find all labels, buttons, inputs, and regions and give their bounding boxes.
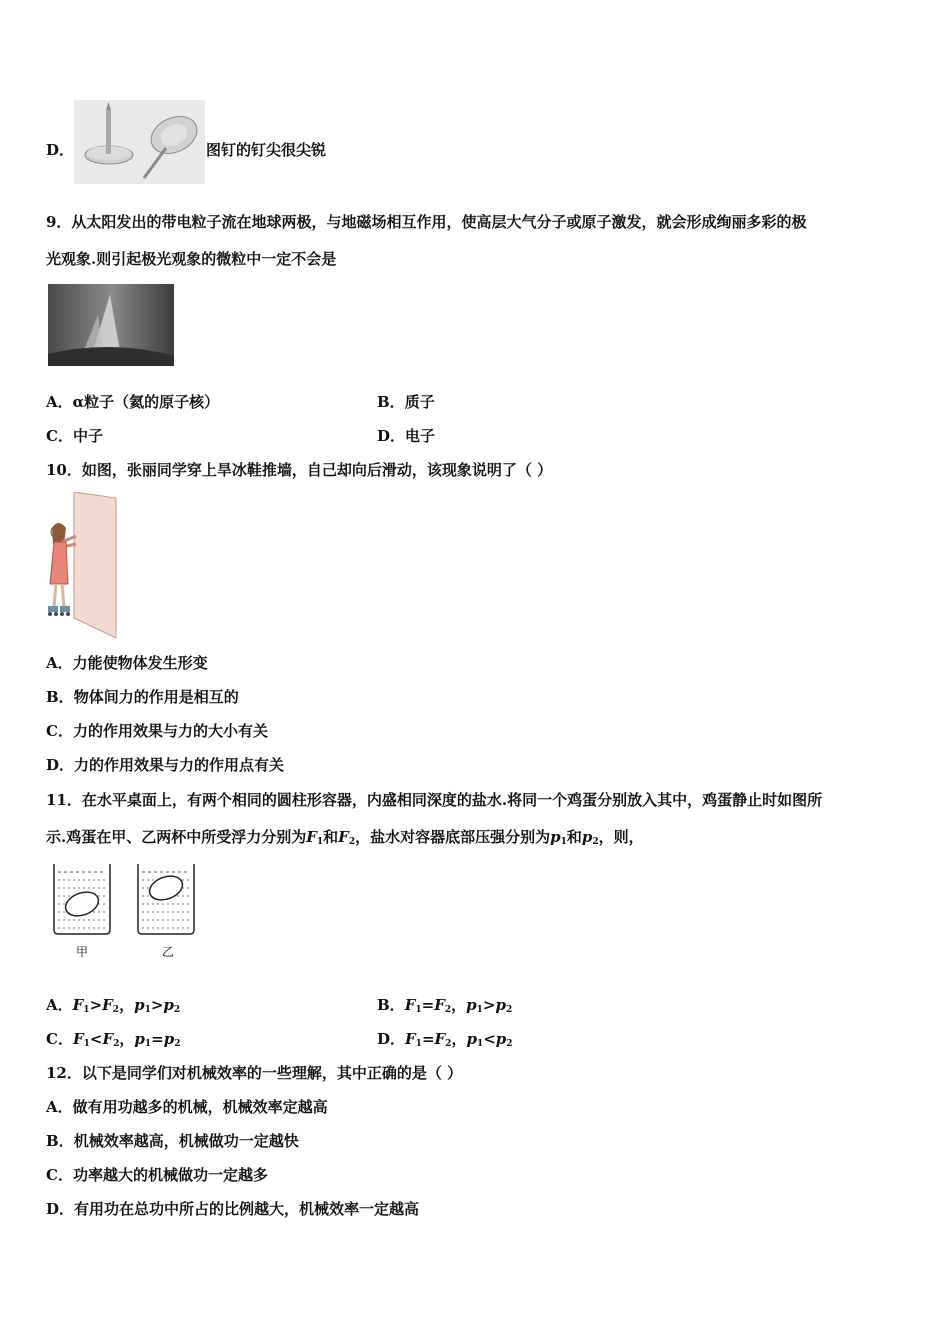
var-p: p [581, 828, 593, 846]
subscript: 1 [144, 1039, 152, 1049]
cup-left-label: 甲 [76, 945, 89, 959]
var-p: p [550, 828, 561, 846]
stem-text: 示.鸡蛋在甲、乙两杯中所受浮力分别为 [46, 828, 307, 846]
option-label: B． [46, 688, 74, 706]
relation: > [89, 996, 103, 1014]
var-p: p [163, 996, 174, 1014]
option-text: 功率越大的机械做功一定越多 [72, 1166, 268, 1184]
subscript: 1 [83, 1039, 90, 1049]
subscript: 2 [592, 837, 599, 847]
option-label: B． [46, 1132, 74, 1150]
q11-option-b [377, 995, 512, 1020]
q9-stem-line2: 光观象.则引起极光观象的微粒中一定不会是 [46, 250, 337, 268]
var-F: F [102, 996, 113, 1014]
relation: = [421, 996, 435, 1014]
subscript: 2 [173, 1005, 181, 1015]
q12-option-d [46, 1199, 419, 1219]
subscript: 1 [415, 1005, 422, 1015]
option-text: 物体间力的作用是相互的 [73, 688, 239, 706]
subscript: 1 [316, 837, 324, 847]
stem-text: 和 [566, 828, 582, 846]
subscript: 2 [113, 1039, 120, 1049]
var-p: p [163, 1030, 175, 1048]
relation: < [483, 1030, 496, 1048]
var-p: p [134, 1030, 145, 1048]
pushpin-image [74, 100, 205, 184]
var-p: p [466, 1030, 477, 1048]
var-F: F [306, 828, 317, 846]
q9-option-b [377, 392, 435, 412]
q11-option-a [46, 995, 180, 1020]
q9-stem-line1: 9．从太阳发出的带电粒子流在地球两极，与地磁场相互作用，使高层大气分子或原子激发，就会形成绚丽多彩的极 [46, 213, 807, 231]
option-text: α粒子（氦的原子核） [72, 393, 220, 411]
var-F: F [404, 996, 416, 1014]
relation: = [421, 1030, 435, 1048]
q12-stem: 12．以下是同学们对机械效率的一些理解，其中正确的是（ ） [46, 1064, 463, 1082]
q9-option-a [46, 392, 219, 412]
aurora-photo [48, 284, 174, 366]
option-label: A． [46, 996, 73, 1014]
subscript: 1 [415, 1039, 422, 1049]
var-p: p [495, 996, 506, 1014]
option-text: 电子 [405, 427, 436, 445]
subscript: 2 [444, 1005, 452, 1015]
option-label: C． [46, 1166, 73, 1184]
subscript: 2 [348, 837, 356, 847]
q11-option-c [46, 1029, 181, 1054]
q10-option-b [46, 687, 239, 707]
stem-text: ，盐水对容器底部压强分别为 [355, 828, 551, 846]
var-F: F [72, 996, 84, 1014]
stem-text: 和 [323, 828, 339, 846]
var-p: p [134, 996, 145, 1014]
option-text: 力的作用效果与力的大小有关 [72, 722, 268, 740]
subscript: 1 [83, 1005, 90, 1015]
q10-option-a [46, 653, 208, 673]
var-F: F [434, 996, 445, 1014]
var-F: F [72, 1030, 84, 1048]
var-p: p [466, 996, 477, 1014]
roller-skate-girl-figure [44, 492, 120, 638]
option-label: D． [46, 756, 75, 774]
q12-option-b [46, 1131, 299, 1151]
relation: > [482, 996, 496, 1014]
option-label: A． [46, 654, 73, 672]
q8-option-d [46, 140, 74, 160]
q10-stem: 10．如图，张丽同学穿上旱冰鞋推墙，自己却向后滑动，该现象说明了（ ） [46, 461, 553, 479]
var-F: F [102, 1030, 114, 1048]
subscript: 2 [174, 1039, 181, 1049]
option-label: D． [377, 1030, 406, 1048]
option-label: C． [46, 722, 73, 740]
q10-option-d [46, 755, 284, 775]
subscript: 2 [112, 1005, 120, 1015]
option-text: 做有用功越多的机械，机械效率定越高 [72, 1098, 328, 1116]
option-text: 机械效率越高，机械做功一定越快 [73, 1132, 299, 1150]
egg-cups-figure [50, 860, 200, 960]
stem-text: ，则， [598, 828, 644, 846]
q12-option-a [46, 1097, 328, 1117]
var-F: F [338, 828, 349, 846]
subscript: 1 [476, 1039, 484, 1049]
option-text: 有用功在总功中所占的比例越大，机械效率一定越高 [74, 1200, 420, 1218]
var-F: F [405, 1030, 416, 1048]
q12-option-c [46, 1165, 268, 1185]
option-label: B． [377, 393, 405, 411]
relation: < [89, 1030, 103, 1048]
option-label: A． [46, 1098, 73, 1116]
option-label: D． [46, 141, 75, 159]
q11-stem-line2 [46, 827, 644, 852]
option-label: D． [46, 1200, 75, 1218]
option-text: 质子 [404, 393, 435, 411]
subscript: 1 [560, 837, 567, 847]
q10-option-c [46, 721, 268, 741]
var-F: F [434, 1030, 446, 1048]
separator: ， [451, 996, 467, 1014]
separator: ， [119, 1030, 135, 1048]
subscript: 1 [476, 1005, 483, 1015]
q11-stem-line1: 11．在水平桌面上，有两个相同的圆柱形容器，内盛相同深度的盐水.将同一个鸡蛋分别放入其中，鸡蛋静止时如图所 [46, 791, 823, 809]
option-label: B． [377, 996, 405, 1014]
option-label: A． [46, 393, 73, 411]
subscript: 2 [445, 1039, 452, 1049]
option-text: 中子 [72, 427, 103, 445]
option-text: 力能使物体发生形变 [72, 654, 208, 672]
var-p: p [495, 1030, 507, 1048]
relation: = [151, 1030, 164, 1048]
separator: ， [119, 996, 135, 1014]
relation: > [150, 996, 164, 1014]
subscript: 1 [144, 1005, 151, 1015]
cup-right-label: 乙 [162, 945, 175, 959]
subscript: 2 [505, 1005, 513, 1015]
option-label: C． [46, 427, 73, 445]
option-text: 力的作用效果与力的作用点有关 [74, 756, 285, 774]
option-label: D． [377, 427, 406, 445]
separator: ， [451, 1030, 467, 1048]
q9-option-c [46, 426, 103, 446]
subscript: 2 [506, 1039, 513, 1049]
q8-option-d-text: 图钉的钉尖很尖锐 [206, 141, 327, 159]
q11-option-d [377, 1029, 513, 1054]
option-label: C． [46, 1030, 73, 1048]
q9-option-d [377, 426, 435, 446]
